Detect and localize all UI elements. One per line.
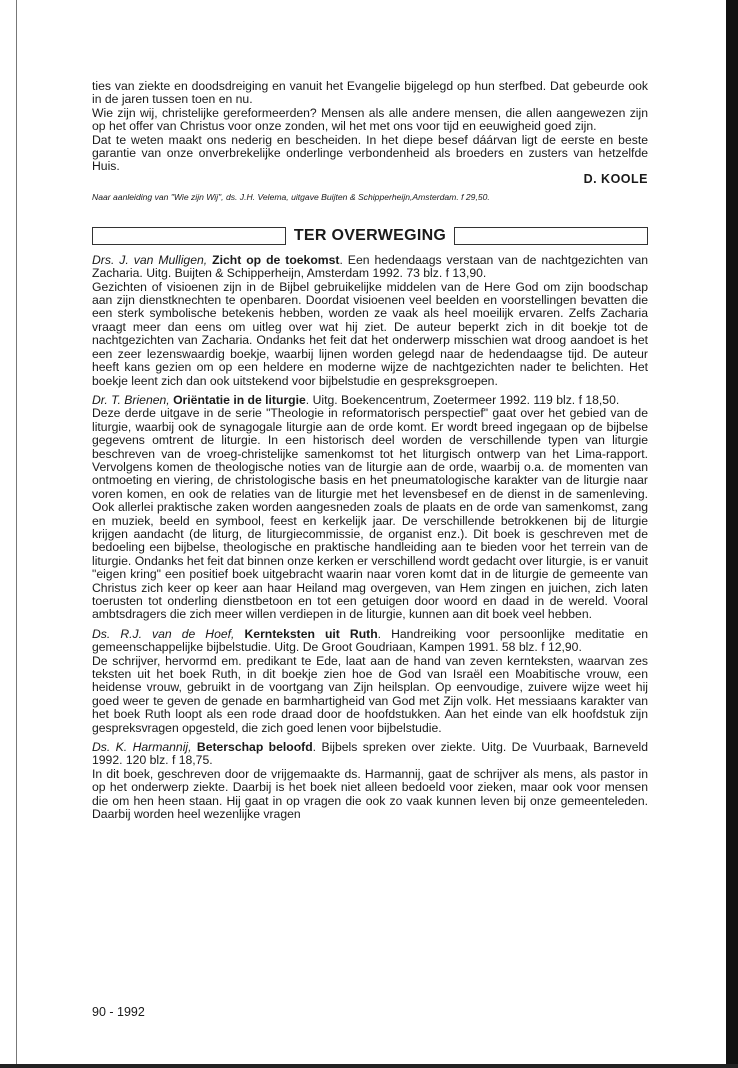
review-title: Oriëntatie in de liturgie — [173, 392, 306, 407]
review-title: Kernteksten uit Ruth — [244, 626, 378, 641]
review-header — [92, 394, 648, 407]
section-heading-row — [92, 224, 648, 248]
intro-paragraph: Wie zijn wij, christelijke gereformeerden? Mensen als alle andere mensen, die allen aangewezen zijn op het offer van Christus voor onze zonden, wil het met ons voor tijd en eeuwigheid goed zijn. — [92, 105, 648, 134]
review-author: Ds. K. Harmannij, — [92, 740, 192, 755]
scan-edge-left — [16, 0, 17, 1068]
page-number: 90 - 1992 — [92, 1005, 145, 1019]
intro-paragraph: Dat te weten maakt ons nederig en bescheiden. In het diepe besef dáárvan ligt de eerste en beste garantie van onze onverbrekelijke onderlinge verbondenheid als broeders en zusters van hetzelfde Huis. — [92, 132, 648, 174]
review-body: In dit boek, geschreven door de vrijgemaakte ds. Harmannij, gaat de schrijver als mens, als pastor in op het onderwerp ziekte. Daarbij is het boek niet alleen bedoeld voor zieken, maar ook voor mensen die om hen heen staan. Hij gaat in op vragen die ook zo vaak kunnen leven bij onze gemeenteleden. Daarbij worden heel wezenlijke vragen — [92, 766, 648, 822]
review-author: Drs. J. van Mulligen, — [92, 252, 208, 267]
review-body: Deze derde uitgave in de serie "Theologie in reformatorisch perspectief" gaat over het gebied van de liturgie, waarbij ook de synagogale liturgie aan de orde komt. Er wordt breed ingegaan op de bijbelse gegevens omtrent de liturgie. In een historisch deel worden de verschillende typen van liturgie beschreven van de vroeg-christelijke samenkomst tot het liturgisch ontwerp van het Lima-rapport. Vervolgens komen de theologische noties van de liturgie aan de orde, waarbij o.a. de momenten van ontmoeting en viering, de christologische basis en het pneumatologische karakter van de liturgie naar voren komen, en ook de relaties van de liturgie met het levensbesef en de dienst in de samenleving. Ook allerlei praktische zaken worden aangesneden zoals de plaats en de orde van samenkomst, zang en muziek, beeld en symbool, feest en kerkelijk jaar. De verschillende betrokkenen bij de liturgie krijgen aandacht (de liturg, de liturgiecommissie, de organist enz.). Dit boek is geschreven met de bedoeling een bijbelse, theologische en praktische handleiding aan te bieden voor het terrein van de liturgie. Ondanks het feit dat binnen onze kerken er verschillend wordt gedacht over liturgie, is er vanuit "eigen kring" een positief boek uitgebracht waarin naar voren komt dat in de liturgie de gemeente van Christus zich keer op keer aan haar Heiland mag overgeven, van Hem zingen en juichen, zich laten toerusten tot onderling dienstbetoon en tot een getuigen door woord en daad in de wereld. Vooral ambtsdragers die zich meer willen verdiepen in de liturgie, kunnen aan dit boek veel hebben. — [92, 406, 648, 622]
heading-box-right — [454, 227, 648, 245]
scan-edge-right — [726, 0, 738, 1068]
review-details: . Bijbels spreken over ziekte. Uitg. De Vuurbaak, Barneveld 1992. 120 blz. f 18,75. — [92, 740, 648, 768]
review — [92, 628, 648, 735]
signature: D. KOOLE — [583, 171, 648, 186]
review — [92, 254, 648, 388]
review-details: . Uitg. Boekencentrum, Zoetermeer 1992. 119 blz. f 18,50. — [305, 392, 620, 407]
scan-edge-bottom — [0, 1064, 738, 1068]
review-header — [92, 741, 648, 768]
review-body: Gezichten of visioenen zijn in de Bijbel gebruikelijke middelen van de Here God om zijn boodschap aan zijn dienstknechten te openbaren. Doordat visioenen veel beelden en voorstellingen bevatten die een sterk symbolische betekenis hebben, worden ze vaak als heel moeilijk ervaren. Zelfs Zacharia vraagt meer dan eens om uitleg over wat hij ziet. De auteur beperkt zich in dit boekje tot de nachtgezichten van Zacharia. Ondanks het feit dat het onderwerp misschien wat droog aandoet is het een zeer lezenswaardig boekje, waarbij lijnen worden gelegd naar de hedendaagse tijd. De auteur heeft kans gezien om op een heldere en moderne wijze de nachtgezichten nader te belichten. Het boekje leent zich dan ook uitstekend voor bijbelstudie en gespreksgroepen. — [92, 279, 648, 388]
review — [92, 741, 648, 821]
intro-paragraph: ties van ziekte en doodsdreiging en vanuit het Evangelie bijgelegd op hun sterfbed. Dat gebeurde ook in de jaren tussen toen en nu. — [92, 79, 648, 107]
review-body: De schrijver, hervormd em. predikant te Ede, laat aan de hand van zeven kernteksten, waarvan zes teksten uit het boek Ruth, in dit boekje zien hoe de God van Israël een Moabitische vrouw, een heidense vrouw, gebruikt in de voortgang van Zijn heilsplan. Op eenvoudige, zuivere wijze weet hij goed weer te geven de genade en barmhartigheid van God met Zijn volk. Het messiaans karakter van het boek Ruth loopt als een rode draad door de hoofdstukken. Aan het einde van elk hoofdstuk zijn gespreksvragen opgesteld, die zich goed lenen voor bijbelstudie. — [92, 653, 648, 735]
review-details: . Handreiking voor persoonlijke meditatie en gemeenschappelijke bijbelstudie. Uitg. De Groot Goudriaan, Kampen 1991. 58 blz. f 12,90. — [92, 626, 648, 655]
source-note: Naar aanleiding van "Wie zijn Wij", ds. J.H. Velema, uitgave Buijten & Schipperheijn,Amsterdam. f 29,50. — [92, 191, 490, 202]
review-author: Ds. R.J. van de Hoef, — [92, 626, 235, 641]
heading-box-left — [92, 227, 286, 245]
review-details: . Een hedendaags verstaan van de nachtgezichten van Zacharia. Uitg. Buijten & Schipperheijn, Amsterdam 1992. 73 blz. f 13,90. — [92, 252, 648, 281]
review-header — [92, 254, 648, 281]
section-heading: TER OVERWEGING — [293, 226, 447, 244]
review-header — [92, 628, 648, 655]
review-title: Beterschap beloofd — [196, 740, 313, 755]
review-author: Dr. T. Brienen, — [92, 392, 170, 407]
review — [92, 394, 648, 622]
review-title: Zicht op de toekomst — [212, 252, 340, 267]
text-column — [92, 80, 648, 822]
